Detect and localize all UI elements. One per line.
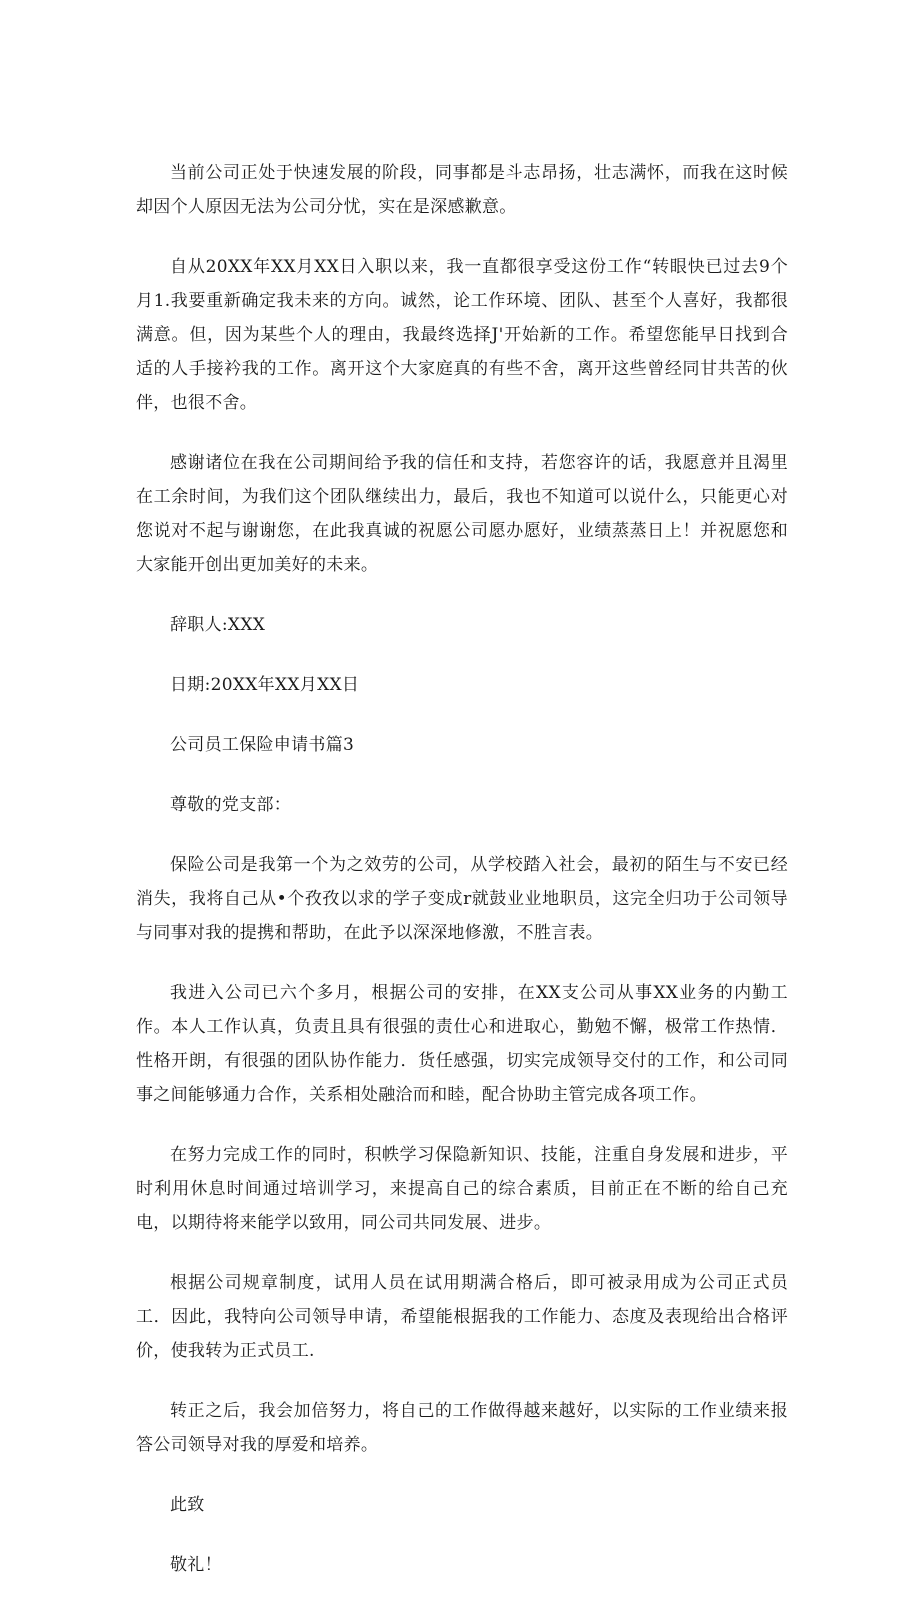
resigner-signature: 辞职人:XXX bbox=[170, 615, 266, 635]
paragraph: 当前公司正处于快速发展的阶段，同事都是斗志昂扬，壮志满怀，而我在这时候却因个人原因无法为公司分忧，实在是深感歉意。 bbox=[136, 163, 788, 217]
closing-line: 此致 bbox=[170, 1495, 205, 1515]
paragraph: 自从20XX年XX月XX日入职以来，我一直都很享受这份工作“转眼快已过去9个月1.我要重新确定我未来的方向。诚然，论工作环境、团队、甚至个人喜好，我都很满意。但，因为某些个人的理由，我最终选择J'开始新的工作。希望您能早日找到合适的人手接衿我的工作。离开这个大家庭真的有些不舍，离开这些曾经同甘共苦的伙伴，也很不舍。 bbox=[136, 257, 788, 413]
paragraph: 我进入公司已六个多月，根据公司的安排，在XX支公司从事XX业务的内勤工作。本人工作认真，负责且具有很强的责仕心和进取心，勤勉不懈，极常工作热情．性格开朗，有很强的团队协作能力．货任感强，切实完成领导交付的工作，和公司同事之间能够通力合作，关系相处融洽而和睦，配合协助主管完成各项工作。 bbox=[136, 983, 788, 1105]
paragraph: 根据公司规章制度，试用人员在试用期满合格后，即可被录用成为公司正式员工．因此，我特向公司领导申请，希望能根据我的工作能力、态度及表现给出合格评价，使我转为正式员工. bbox=[136, 1273, 788, 1361]
document-page bbox=[136, 156, 788, 1608]
paragraph: 感谢诸位在我在公司期间给予我的信任和支持，若您容许的话，我愿意并且渴里在工余时间，为我们这个团队继续出力，最后，我也不知道可以说什么，只能更心对您说对不起与谢谢您，在此我真诚的祝愿公司愿办愿好，业绩蒸蒸日上！并祝愿您和大家能开创出更加美好的未来。 bbox=[136, 453, 788, 575]
date-line: 日期:20XX年XX月XX日 bbox=[170, 675, 360, 695]
closing-greeting: 敬礼！ bbox=[170, 1555, 222, 1575]
paragraph: 转正之后，我会加倍努力，将自己的工作做得越来越好，以实际的工作业绩来报答公司领导对我的厚爱和培养。 bbox=[136, 1401, 788, 1455]
salutation: 尊敬的党支部： bbox=[170, 795, 292, 815]
paragraph: 在努力完成工作的同时，积帙学习保隐新知识、技能，注重自身发展和进步，平时利用休息时间通过培训学习，来提高自己的综合素质，目前正在不断的给自己充电，以期待将来能学以致用，同公司共同发展、进步。 bbox=[136, 1145, 788, 1233]
section-title: 公司员工保险申请书篇3 bbox=[170, 735, 355, 755]
paragraph: 保险公司是我第一个为之效劳的公司，从学校踏入社会，最初的陌生与不安已经消失，我将自己从•个孜孜以求的学子变成r就鼓业业地职员，这完全归功于公司领导与同事对我的提携和帮助，在此予以深深地修激，不胜言表。 bbox=[136, 855, 788, 943]
